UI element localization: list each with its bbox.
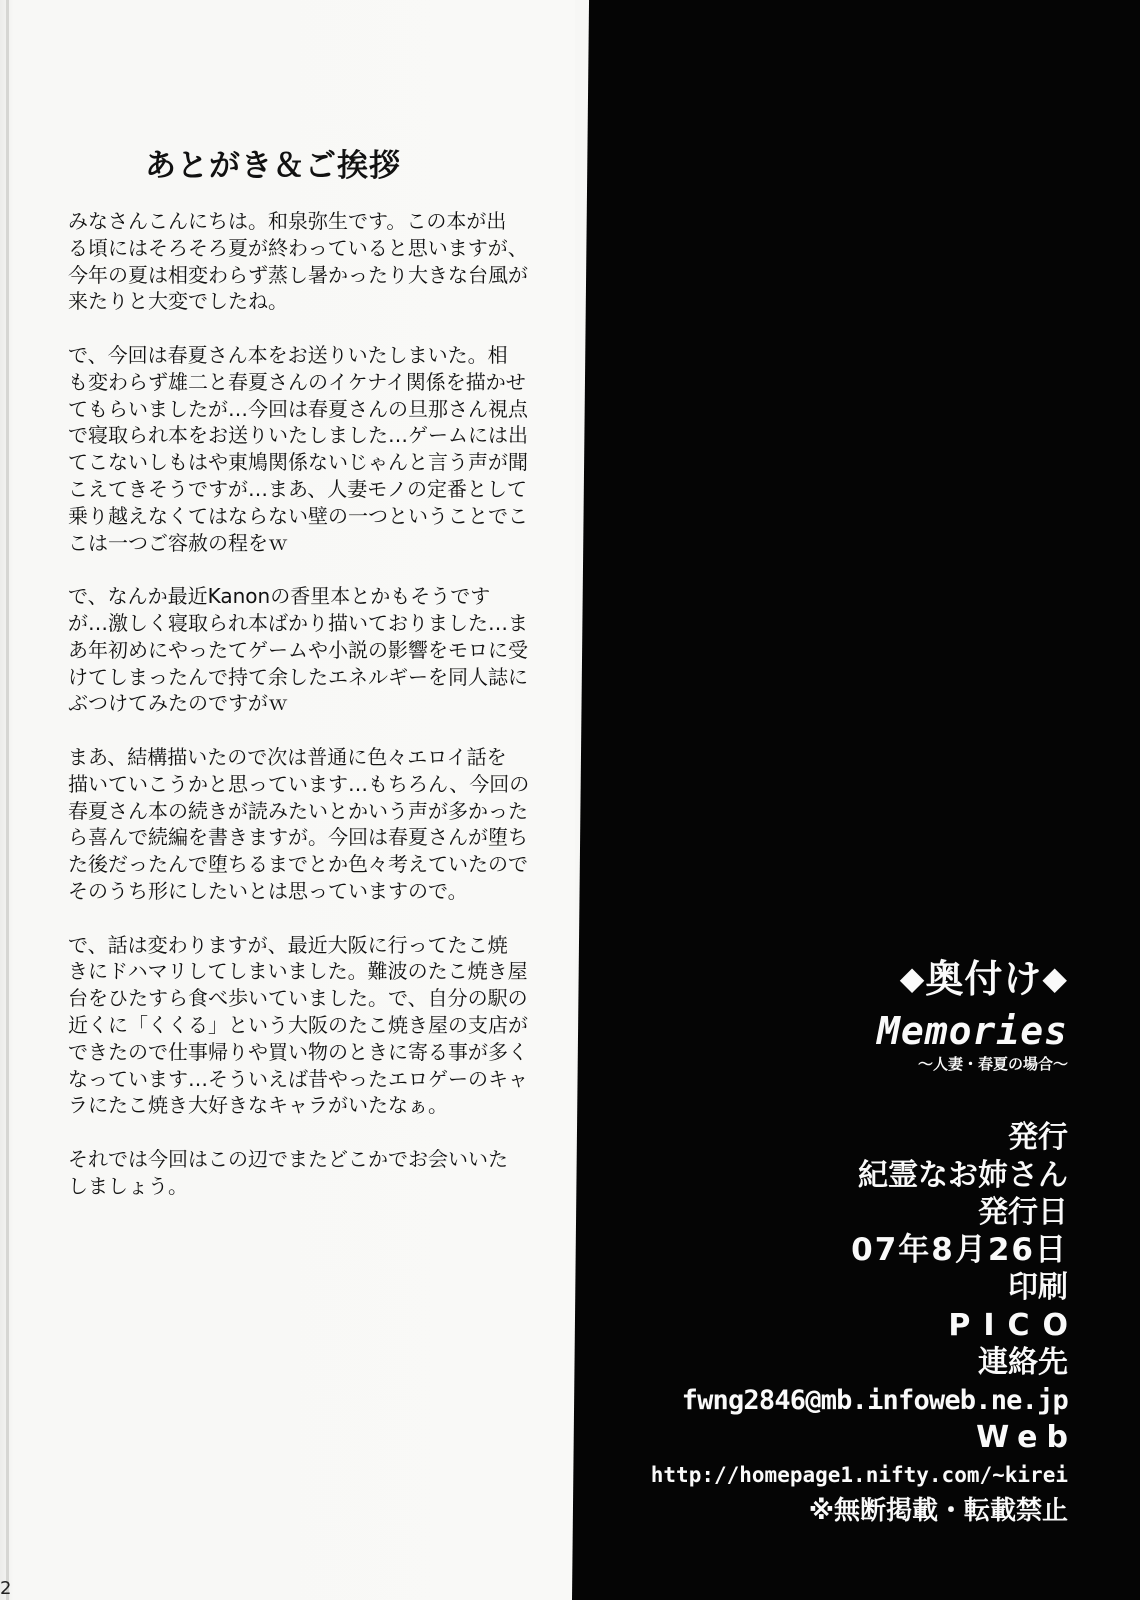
afterword-line: 今年の夏は相変わらず蒸し暑かったり大きな台風が bbox=[68, 262, 528, 287]
afterword-paragraph bbox=[48, 208, 538, 315]
afterword-line: ラにたこ焼き大好きなキャラがいたなぁ。 bbox=[68, 1093, 448, 1118]
publisher-name: 紀霊なお姉さん bbox=[858, 1157, 1068, 1193]
afterword-line: しましょう。 bbox=[68, 1173, 188, 1198]
web-label: Web bbox=[976, 1420, 1077, 1455]
afterword-line: けてしまったんで持て余したエネルギーを同人誌に bbox=[68, 664, 528, 689]
afterword-paragraph bbox=[48, 744, 538, 905]
afterword-title: あとがき＆ご挨拶 bbox=[145, 148, 401, 184]
afterword-line: で、なんか最近Kanonの香里本とかもそうです bbox=[68, 584, 491, 609]
afterword-line: も変わらず雄二と春夏さんのイケナイ関係を描かせ bbox=[68, 369, 526, 394]
afterword-line: 台をひたすら食べ歩いていました。で、自分の駅の bbox=[68, 986, 528, 1011]
afterword-line: みなさんこんにちは。和泉弥生です。この本が出 bbox=[68, 209, 507, 233]
afterword-line: できたので仕事帰りや買い物のときに寄る事が多く bbox=[68, 1039, 528, 1064]
afterword-body bbox=[48, 208, 538, 1226]
contact-email: fwng2846@mb.infoweb.ne.jp bbox=[681, 1384, 1068, 1416]
publisher-label: 発行 bbox=[1008, 1120, 1068, 1155]
afterword-line: で、今回は春夏さん本をお送りいたしまいた。相 bbox=[68, 342, 508, 367]
publish-date: 07年8月26日 bbox=[851, 1231, 1068, 1268]
afterword-line: る頃にはそろそろ夏が終わっていると思いますが、 bbox=[68, 235, 528, 260]
colophon-heading-text: 奥付け bbox=[925, 957, 1043, 1001]
afterword-line: あ年初めにやったてゲームや小説の影響をモロに受 bbox=[68, 637, 528, 662]
afterword-line: そのうち形にしたいとは思っていますので。 bbox=[68, 878, 468, 903]
afterword-paragraph bbox=[48, 583, 538, 717]
afterword-line: こえてきそうですが…まあ、人妻モノの定番として bbox=[68, 476, 527, 501]
page-edge bbox=[6, 0, 9, 1600]
afterword-line: 春夏さん本の続きが読みたいとかいう声が多かった bbox=[68, 798, 528, 823]
afterword-line: 乗り越えなくてはならない壁の一つということでこ bbox=[68, 503, 528, 528]
afterword-line: それでは今回はこの辺でまたどこかでお会いいた bbox=[68, 1146, 508, 1171]
book-title: Memories bbox=[876, 1009, 1068, 1053]
printer-name: PICO bbox=[948, 1307, 1081, 1343]
afterword-line: 来たりと大変でしたね。 bbox=[68, 289, 288, 314]
afterword-line: てこないしもはや東鳩関係ないじゃんと言う声が聞 bbox=[68, 450, 528, 475]
afterword-line: ぶつけてみたのですがｗ bbox=[68, 691, 288, 716]
afterword-line: こは一つご容赦の程をｗ bbox=[68, 530, 288, 555]
afterword-line: 近くに「くくる」という大阪のたこ焼き屋の支店が bbox=[68, 1012, 528, 1037]
afterword-paragraph bbox=[48, 342, 538, 556]
web-url: http://homepage1.nifty.com/~kirei bbox=[650, 1462, 1068, 1487]
afterword-line: まあ、結構描いたので次は普通に色々エロイ話を bbox=[68, 744, 507, 769]
afterword-line: た後だったんで堕ちるまでとか色々考えていたので bbox=[68, 852, 528, 877]
diamond-icon: ◆ bbox=[899, 959, 926, 997]
afterword-line: きにドハマリしてしまいました。難波のたこ焼き屋 bbox=[68, 959, 528, 984]
afterword-line: 描いていこうかと思っています…もちろん、今回の bbox=[68, 771, 530, 796]
printer-label: 印刷 bbox=[1008, 1270, 1068, 1305]
colophon-heading bbox=[598, 948, 1068, 1003]
afterword-line: で寝取られ本をお送りいたしました…ゲームには出 bbox=[68, 423, 528, 448]
afterword-paragraph bbox=[48, 1146, 538, 1200]
book-subtitle: 〜人妻・春夏の場合〜 bbox=[917, 1055, 1068, 1073]
page-number: 2 bbox=[0, 1578, 12, 1599]
afterword-line: が…激しく寝取られ本ばかり描いておりました…ま bbox=[68, 610, 528, 635]
copyright-notice: ※無断掲載・転載禁止 bbox=[808, 1495, 1068, 1526]
afterword-line: で、話は変わりますが、最近大阪に行ってたこ焼 bbox=[68, 932, 508, 957]
afterword-line: なっています…そういえば昔やったエロゲーのキャ bbox=[68, 1066, 528, 1091]
diamond-icon: ◆ bbox=[1042, 959, 1068, 997]
afterword-paragraph bbox=[48, 932, 538, 1120]
contact-label: 連絡先 bbox=[978, 1345, 1068, 1380]
publish-date-label: 発行日 bbox=[978, 1195, 1068, 1230]
colophon bbox=[598, 948, 1081, 1531]
afterword-line: てもらいましたが…今回は春夏さんの旦那さん視点 bbox=[68, 396, 528, 421]
afterword-line: ら喜んで続編を書きますが。今回は春夏さんが堕ち bbox=[68, 825, 528, 850]
